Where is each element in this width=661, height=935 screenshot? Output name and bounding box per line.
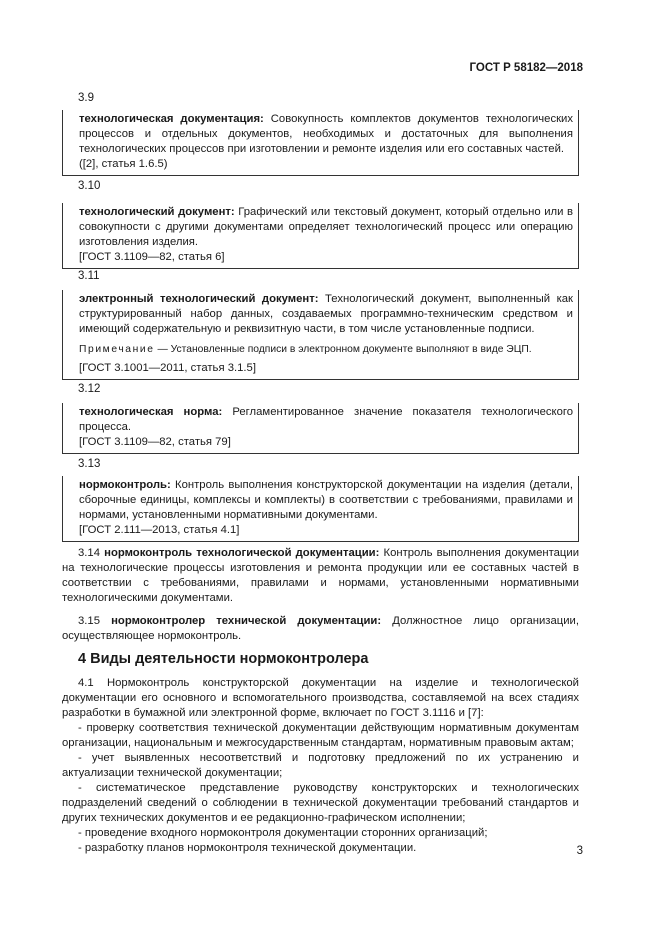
term-name: технологическая документация:: [79, 113, 264, 125]
list-item: - проверку соответствия технической документации действующим нормативным документам организации, национальным и межгосударственным стандартам, нормативным правовым актам;: [62, 722, 579, 749]
term-definition: Технологический документ, выполненный как структурированный набор данных, создаваемых программно-техническим средством и имеющий содержательную и реквизитную части, в том числе установленные подписи.: [79, 293, 573, 335]
term-definition: Регламентированное значение показателя технологического процесса.: [79, 406, 574, 433]
plain-term: [62, 546, 579, 606]
term-name: электронный технологический документ:: [79, 293, 319, 305]
term-definition: Совокупность комплектов документов технологических процессов и отдельных документов, необходимых и достаточных для выполнения технологических процессов при изготовлении и ремонте изделия или его составных частей.: [79, 113, 573, 155]
list-item: - учет выявленных несоответствий и подготовку предложений по их устранению и актуализации технической документации;: [62, 752, 579, 779]
plain-term: [62, 614, 579, 644]
note-text: — Установленные подписи в электронном документе выполняют в виде ЭЦП.: [154, 344, 532, 355]
list-item: - разработку планов нормоконтроля технической документации.: [78, 842, 417, 854]
term-number: 3.9: [78, 92, 94, 104]
section-body: [62, 676, 579, 856]
term-box: [62, 403, 579, 454]
term-source: [ГОСТ 3.1109—82, статья 79]: [79, 436, 231, 448]
term-source: [ГОСТ 3.1001—2011, статья 3.1.5]: [79, 362, 256, 374]
term-definition: Контроль выполнения документации на технологические процессы изготовления и ремонта продукции или ее составных частей в соответствии с требованиями, правилами и нормами, установленными нормативными технологическими документами.: [62, 547, 580, 604]
term-source: [ГОСТ 3.1109—82, статья 6]: [79, 251, 225, 263]
term-definition: Должностное лицо организации, осуществляющее нормоконтроль.: [62, 615, 579, 642]
term-box: [62, 110, 579, 176]
term-name: нормоконтроль технологической документации:: [104, 547, 380, 559]
plain-terms: [62, 546, 579, 644]
term-name: технологический документ:: [79, 206, 235, 218]
term-number: 3.11: [78, 270, 100, 282]
page-number: 3: [576, 845, 583, 857]
term-name: нормоконтролер технической документации:: [111, 615, 382, 627]
paragraph-4-1: 4.1 Нормоконтроль конструкторской документации на изделие и технологической документации его основного и вспомогательного производства, составляемой на всех стадиях разработки в бумажной или электронной форме, включает по ГОСТ 3.1116 и [7]:: [62, 677, 579, 719]
section-title: 4 Виды деятельности нормоконтролера: [78, 651, 369, 667]
term-box: [62, 290, 579, 380]
term-source: [ГОСТ 2.111—2013, статья 4.1]: [79, 524, 240, 536]
term-definition: Контроль выполнения конструкторской документации на изделия (детали, сборочные единицы, комплексы и комплекты) в соответствии с требованиями, правилами и нормами, установленными нормативными документами.: [79, 479, 573, 521]
term-definition: Графический или текстовый документ, который отдельно или в совокупности с другими документами определяет технологический процесс или операцию изготовления изделия.: [79, 206, 573, 248]
list-item: - проведение входного нормоконтроля документации сторонних организаций;: [78, 827, 488, 839]
term-number: 3.12: [78, 383, 101, 395]
term-box: [62, 476, 579, 542]
term-number: 3.14: [78, 547, 100, 559]
note-label: Примечание: [79, 344, 155, 355]
term-source: ([2], статья 1.6.5): [79, 158, 168, 170]
term-number: 3.10: [78, 180, 101, 192]
list-item: - систематическое представление руководству конструкторских и технологических подразделений сведений о соблюдении в технической документации требований стандартов и других технических документов и ее редакционно-графическом исполнении;: [62, 782, 579, 824]
document-code: ГОСТ Р 58182—2018: [469, 62, 583, 74]
term-note: [79, 342, 573, 357]
term-name: нормоконтроль:: [79, 479, 171, 491]
term-name: технологическая норма:: [79, 406, 223, 418]
term-number: 3.13: [78, 458, 101, 470]
term-box: [62, 203, 579, 269]
term-number: 3.15: [78, 615, 100, 627]
